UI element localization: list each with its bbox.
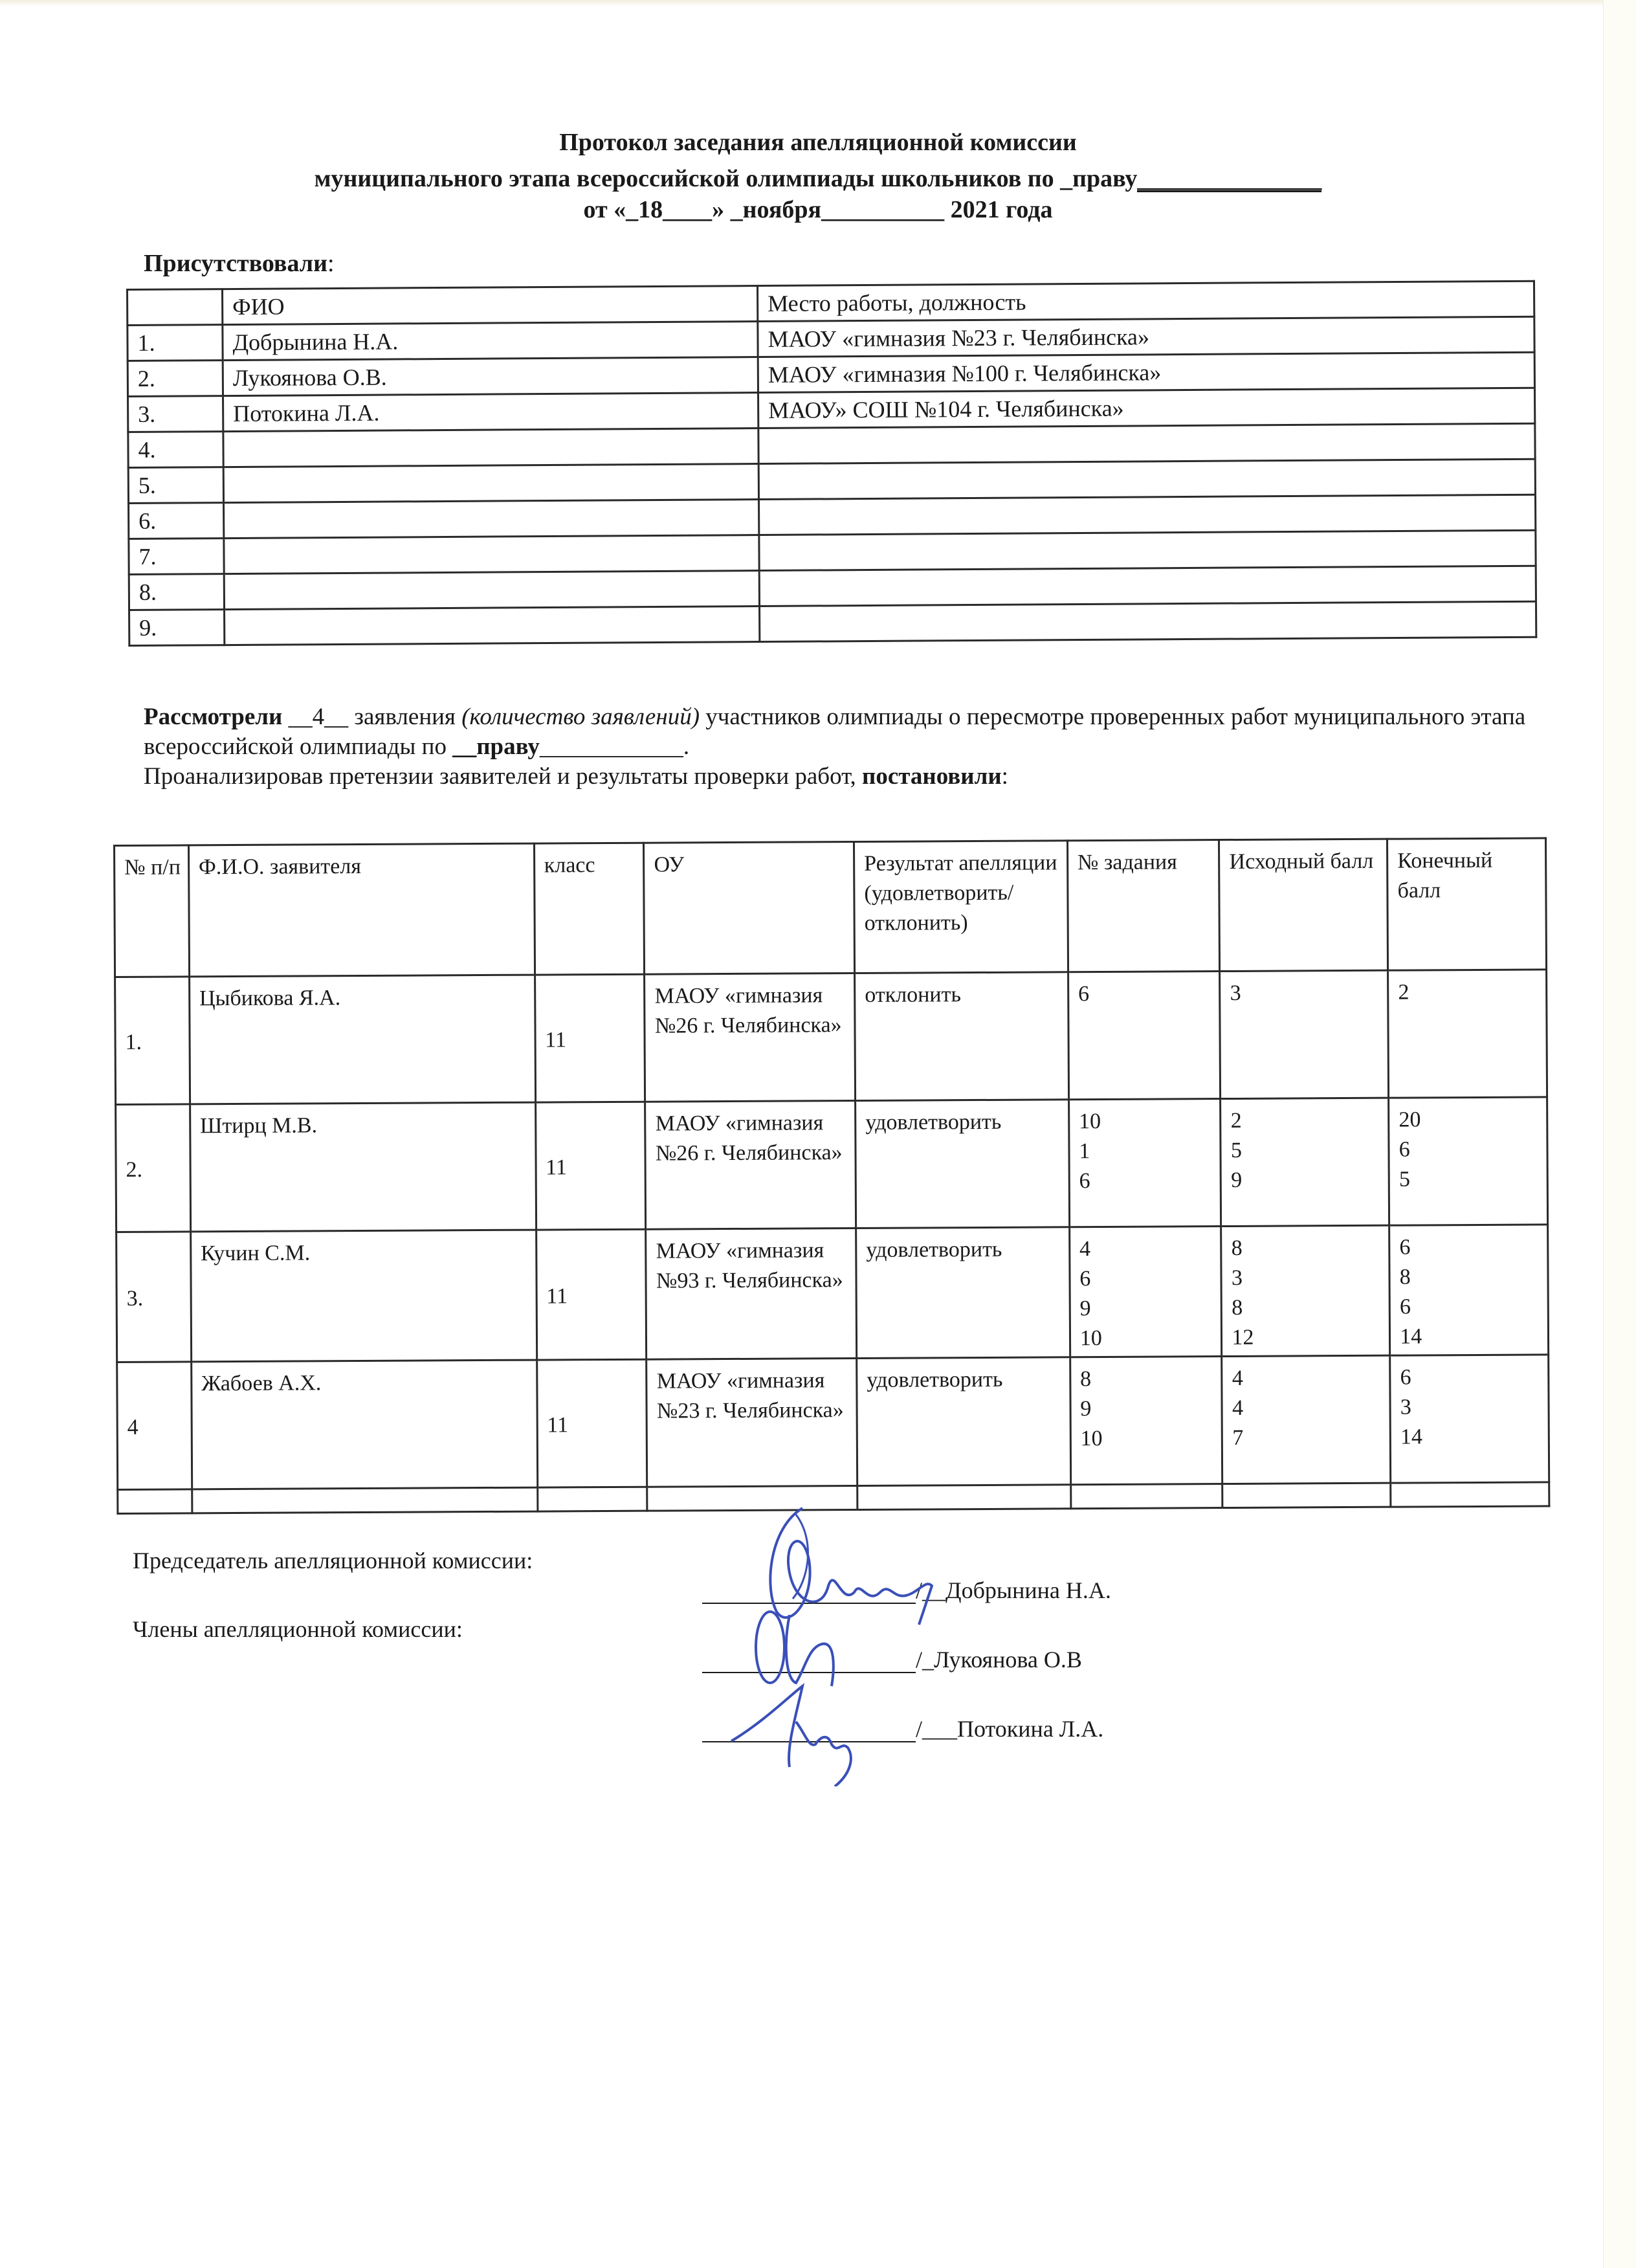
cell-applicant: Жабоев А.Х. [191, 1360, 537, 1489]
title-line-1: Протокол заседания апелляционной комиссии [559, 129, 1077, 156]
review-decided-colon: : [1001, 763, 1008, 790]
table-row [116, 1097, 1548, 1232]
review-paragraph [144, 702, 1535, 792]
review-decided: постановили [862, 763, 1002, 790]
task-number: 10 [1080, 1427, 1103, 1451]
cell-name: Добрынина Н.А. [223, 322, 758, 361]
final-score: 3 [1400, 1395, 1411, 1419]
cell-applicant: Штирц М.В. [190, 1102, 536, 1232]
cell-workplace: МАОУ «гимназия №100 г. Челябинска» [758, 352, 1534, 392]
date-prefix: от « [583, 196, 626, 223]
cell-name [224, 535, 759, 574]
initial-score: 3 [1230, 981, 1241, 1005]
task-number: 9 [1080, 1397, 1092, 1421]
header-cell-applicant: Ф.И.О. заявителя [188, 843, 535, 977]
header-cell-num [127, 289, 223, 326]
final-score: 6 [1399, 1235, 1411, 1260]
cell-num: 3. [128, 396, 223, 432]
final-score: 14 [1400, 1425, 1423, 1449]
cell-tasks [1070, 1357, 1222, 1485]
cell-num: 8. [129, 574, 224, 610]
empty-cell [1070, 1484, 1222, 1509]
cell-school: МАОУ «гимназия №26 г. Челябинска» [645, 973, 856, 1102]
chair-label: Председатель апелляционной комиссии: [133, 1548, 533, 1573]
cell-school: МАОУ «гимназия №23 г. Челябинска» [647, 1358, 857, 1487]
cell-num: 1. [115, 977, 190, 1105]
cell-initial [1220, 970, 1389, 1098]
initial-score: 8 [1232, 1295, 1243, 1320]
cell-grade: 11 [535, 974, 645, 1102]
cell-num: 4. [128, 432, 223, 468]
date-year: 2021 года [944, 196, 1053, 223]
cell-num: 3. [116, 1232, 192, 1362]
table-row [117, 1355, 1549, 1490]
cell-workplace [758, 423, 1535, 463]
cell-final [1388, 970, 1547, 1098]
cell-num: 4 [117, 1362, 192, 1490]
review-count-hint: (количество заявлений) [461, 704, 700, 730]
initial-score: 9 [1231, 1168, 1243, 1192]
review-text-3: . [683, 733, 690, 760]
cell-num: 7. [129, 539, 224, 575]
cell-workplace [759, 530, 1536, 570]
final-score: 14 [1400, 1324, 1422, 1349]
appeals-table [113, 837, 1550, 1515]
table-row [115, 970, 1547, 1105]
attendees-label-text: Присутствовали [144, 250, 327, 277]
task-number: 8 [1080, 1367, 1092, 1392]
task-number: 6 [1079, 1267, 1091, 1291]
header-cell-workplace: Место работы, должность [757, 281, 1534, 321]
cell-name [224, 500, 759, 539]
header-cell-task: № задания [1067, 840, 1220, 972]
header-cell-school: ОУ [644, 842, 855, 975]
empty-cell [1222, 1483, 1391, 1507]
header-cell-initial: Исходный балл [1219, 839, 1388, 971]
signatory-name: Потокина Л.А. [957, 1716, 1104, 1742]
cell-name: Потокина Л.А. [223, 393, 758, 432]
task-number: 6 [1079, 1169, 1090, 1194]
initial-score: 5 [1230, 1138, 1243, 1162]
scan-edge-right [1603, 0, 1636, 2268]
final-score: 6 [1400, 1365, 1411, 1390]
final-score: 6 [1398, 1137, 1410, 1162]
members-label: Члены апелляционной комиссии: [133, 1616, 463, 1642]
cell-tasks [1068, 1099, 1221, 1227]
cell-num: 2. [127, 361, 223, 397]
cell-num: 5. [128, 467, 223, 504]
cell-initial [1221, 1098, 1389, 1226]
empty-cell [1391, 1482, 1549, 1507]
final-score: 8 [1399, 1265, 1411, 1289]
final-score: 20 [1398, 1107, 1421, 1132]
task-number: 9 [1079, 1296, 1091, 1321]
initial-score: 4 [1232, 1366, 1243, 1390]
date-mid: » [712, 196, 731, 223]
review-count: __4__ [288, 704, 349, 730]
initial-score: 3 [1231, 1265, 1243, 1290]
header-cell-num: № п/п [115, 845, 190, 977]
header-cell-result: Результат апелляции (удовлетворить/ отклонить) [854, 841, 1068, 973]
signatory-name: Лукоянова О.В [934, 1647, 1082, 1673]
cell-final [1390, 1355, 1549, 1483]
cell-result: отклонить [855, 972, 1069, 1101]
cell-tasks [1069, 1227, 1222, 1357]
task-number: 10 [1078, 1109, 1101, 1134]
attendees-table [126, 280, 1537, 647]
initial-score: 8 [1231, 1236, 1243, 1260]
header-cell-grade: класс [534, 843, 645, 975]
cell-result: удовлетворить [856, 1100, 1070, 1228]
empty-cell [537, 1487, 647, 1511]
cell-grade: 11 [536, 1359, 647, 1487]
cell-num: 9. [129, 610, 225, 646]
cell-applicant: Цыбикова Я.А. [189, 975, 535, 1104]
signature-separator: /_ [916, 1647, 934, 1673]
cell-name [223, 464, 758, 503]
final-score: 2 [1398, 980, 1409, 1005]
cell-name: Лукоянова О.В. [223, 357, 758, 396]
document-subtitle [0, 163, 1636, 194]
cell-initial [1221, 1225, 1390, 1356]
cell-workplace: МАОУ» СОШ №104 г. Челябинска» [758, 388, 1534, 428]
signature-separator: /___ [916, 1716, 958, 1742]
empty-cell [118, 1489, 192, 1514]
signature-separator: /__ [916, 1577, 946, 1603]
subject-fill: _______________ [1137, 165, 1322, 192]
task-number: 4 [1079, 1237, 1091, 1262]
signatory-name: Добрынина Н.А. [945, 1577, 1111, 1603]
initial-score: 7 [1232, 1425, 1244, 1450]
cell-workplace [758, 459, 1535, 499]
cell-grade: 11 [536, 1229, 647, 1360]
scan-edge-top [0, 0, 1636, 6]
signature-member-2-icon [725, 1683, 893, 1786]
cell-grade: 11 [535, 1102, 646, 1230]
date-day: _18____ [626, 196, 713, 223]
cell-result: удовлетворить [856, 1227, 1070, 1359]
cell-num: 2. [116, 1104, 191, 1232]
cell-num: 6. [129, 503, 224, 539]
review-lead: Рассмотрели [144, 704, 283, 730]
task-number: 10 [1079, 1326, 1102, 1351]
cell-name [223, 428, 758, 467]
initial-score: 4 [1232, 1395, 1244, 1420]
review-subject: __праву [452, 733, 540, 760]
review-line-3: Проанализировав претензии заявителей и результаты проверки работ, [144, 763, 863, 790]
signature-member-1-icon [744, 1608, 874, 1693]
document-date [0, 194, 1636, 225]
attendees-label [144, 249, 335, 278]
task-number: 1 [1079, 1139, 1090, 1164]
review-text-2: участников олимпиады о пересмотре проверенных работ муниципального этапа всероссийской олимпиады по [144, 704, 1526, 760]
subtitle-text: муниципального этапа всероссийской олимпиады школьников по [314, 165, 1061, 192]
cell-result: удовлетворить [857, 1357, 1071, 1486]
cell-name [225, 606, 760, 645]
header-cell-name: ФИО [223, 286, 758, 325]
task-number: 6 [1078, 982, 1090, 1006]
cell-workplace: МАОУ «гимназия №23 г. Челябинска» [758, 317, 1534, 357]
initial-score: 12 [1232, 1325, 1254, 1350]
cell-workplace [759, 495, 1536, 535]
review-text-1: заявления [348, 704, 462, 730]
final-score: 5 [1398, 1167, 1411, 1192]
initial-score: 2 [1230, 1108, 1242, 1133]
header-cell-final: Конечный балл [1387, 838, 1547, 970]
review-subject-fill: ____________ [539, 733, 683, 760]
empty-cell [192, 1487, 538, 1513]
table-row [116, 1225, 1549, 1362]
cell-num: 1. [127, 325, 223, 361]
table-header-row [115, 838, 1547, 977]
document-title [0, 127, 1636, 158]
final-score: 6 [1399, 1295, 1411, 1319]
cell-workplace [759, 566, 1536, 606]
cell-name [224, 571, 759, 610]
cell-tasks [1068, 972, 1221, 1100]
attendees-label-colon: : [327, 250, 335, 277]
cell-workplace [760, 601, 1536, 641]
date-month: _ноября__________ [730, 196, 945, 223]
cell-school: МАОУ «гимназия №93 г. Челябинска» [646, 1228, 857, 1359]
cell-school: МАОУ «гимназия №26 г. Челябинска» [645, 1101, 856, 1230]
cell-final [1389, 1225, 1549, 1355]
cell-initial [1222, 1355, 1391, 1484]
cell-applicant: Кучин С.М. [190, 1230, 536, 1362]
subject-field: _праву [1060, 165, 1138, 192]
cell-final [1389, 1097, 1548, 1225]
